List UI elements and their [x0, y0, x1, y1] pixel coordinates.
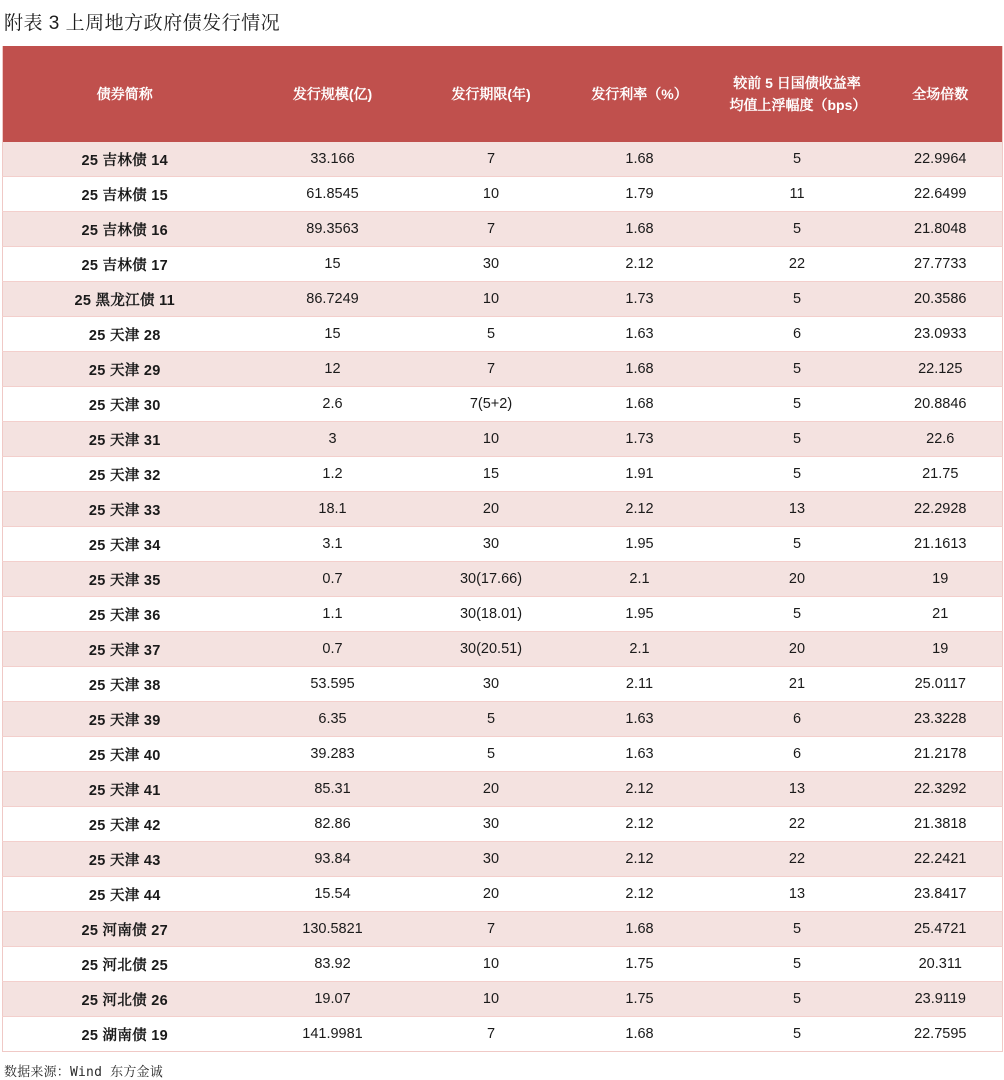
table-container: [0, 46, 1004, 1052]
spread-bps-cell: 5: [716, 282, 879, 317]
column-header-issue-term: 发行期限(年): [419, 46, 564, 142]
spread-bps-cell: 6: [716, 737, 879, 772]
table-row: [3, 317, 1003, 352]
issue-rate-cell: 1.95: [564, 527, 716, 562]
table-row: [3, 282, 1003, 317]
bid-multiple-cell: 23.9119: [879, 982, 1003, 1017]
issue-term-cell: 7: [419, 1017, 564, 1052]
issue-rate-cell: 2.12: [564, 772, 716, 807]
issue-term-cell: 5: [419, 317, 564, 352]
table-row: [3, 562, 1003, 597]
bid-multiple-cell: 22.125: [879, 352, 1003, 387]
table-row: [3, 422, 1003, 457]
issue-rate-cell: 1.63: [564, 317, 716, 352]
issue-rate-cell: 2.12: [564, 492, 716, 527]
issue-size-cell: 1.1: [247, 597, 419, 632]
bid-multiple-cell: 19: [879, 562, 1003, 597]
bond-name-cell: 25 天津 29: [3, 352, 247, 387]
issue-size-cell: 39.283: [247, 737, 419, 772]
table-row: [3, 737, 1003, 772]
spread-bps-cell: 22: [716, 807, 879, 842]
table-header: [3, 46, 1003, 142]
table-row: [3, 842, 1003, 877]
bid-multiple-cell: 19: [879, 632, 1003, 667]
bid-multiple-cell: 21.1613: [879, 527, 1003, 562]
bid-multiple-cell: 22.3292: [879, 772, 1003, 807]
issue-rate-cell: 2.11: [564, 667, 716, 702]
issue-size-cell: 15: [247, 317, 419, 352]
spread-bps-cell: 13: [716, 772, 879, 807]
bid-multiple-cell: 20.311: [879, 947, 1003, 982]
bond-name-cell: 25 天津 41: [3, 772, 247, 807]
bid-multiple-cell: 21: [879, 597, 1003, 632]
issue-rate-cell: 1.68: [564, 212, 716, 247]
issue-size-cell: 18.1: [247, 492, 419, 527]
issue-size-cell: 1.2: [247, 457, 419, 492]
bond-name-cell: 25 天津 35: [3, 562, 247, 597]
issue-size-cell: 3.1: [247, 527, 419, 562]
issue-term-cell: 5: [419, 702, 564, 737]
issue-rate-cell: 2.12: [564, 807, 716, 842]
spread-bps-cell: 5: [716, 422, 879, 457]
table-row: [3, 457, 1003, 492]
issue-size-cell: 82.86: [247, 807, 419, 842]
issue-size-cell: 0.7: [247, 632, 419, 667]
spread-bps-cell: 20: [716, 632, 879, 667]
issue-size-cell: 86.7249: [247, 282, 419, 317]
issue-size-cell: 130.5821: [247, 912, 419, 947]
issue-term-cell: 20: [419, 772, 564, 807]
bid-multiple-cell: 22.2421: [879, 842, 1003, 877]
spread-bps-cell: 6: [716, 317, 879, 352]
issue-size-cell: 53.595: [247, 667, 419, 702]
issue-rate-cell: 1.68: [564, 912, 716, 947]
bond-name-cell: 25 吉林债 16: [3, 212, 247, 247]
spread-bps-cell: 20: [716, 562, 879, 597]
issue-rate-cell: 1.68: [564, 1017, 716, 1052]
issue-rate-cell: 1.75: [564, 947, 716, 982]
issue-rate-cell: 1.63: [564, 702, 716, 737]
issue-term-cell: 10: [419, 947, 564, 982]
issue-size-cell: 85.31: [247, 772, 419, 807]
issue-size-cell: 3: [247, 422, 419, 457]
bid-multiple-cell: 22.9964: [879, 142, 1003, 177]
issue-term-cell: 7: [419, 912, 564, 947]
bond-name-cell: 25 河北债 25: [3, 947, 247, 982]
table-row: [3, 352, 1003, 387]
spread-bps-cell: 21: [716, 667, 879, 702]
issue-rate-cell: 1.91: [564, 457, 716, 492]
issue-term-cell: 30: [419, 807, 564, 842]
table-row: [3, 667, 1003, 702]
bond-name-cell: 25 河南债 27: [3, 912, 247, 947]
bond-name-cell: 25 黑龙江债 11: [3, 282, 247, 317]
spread-bps-cell: 22: [716, 842, 879, 877]
bid-multiple-cell: 21.8048: [879, 212, 1003, 247]
bid-multiple-cell: 21.2178: [879, 737, 1003, 772]
bond-name-cell: 25 天津 39: [3, 702, 247, 737]
bid-multiple-cell: 25.0117: [879, 667, 1003, 702]
bond-name-cell: 25 吉林债 14: [3, 142, 247, 177]
table-row: [3, 212, 1003, 247]
spread-bps-cell: 5: [716, 387, 879, 422]
issue-term-cell: 30(18.01): [419, 597, 564, 632]
table-row: [3, 387, 1003, 422]
spread-bps-cell: 5: [716, 1017, 879, 1052]
bond-name-cell: 25 吉林债 15: [3, 177, 247, 212]
issue-term-cell: 10: [419, 982, 564, 1017]
spread-bps-cell: 5: [716, 352, 879, 387]
bond-name-cell: 25 天津 44: [3, 877, 247, 912]
bond-name-cell: 25 天津 32: [3, 457, 247, 492]
issue-term-cell: 10: [419, 282, 564, 317]
table-row: [3, 632, 1003, 667]
column-header-spread-bps: 较前 5 日国债收益率均值上浮幅度（bps）: [716, 46, 879, 142]
bid-multiple-cell: 22.2928: [879, 492, 1003, 527]
issue-term-cell: 10: [419, 422, 564, 457]
issue-rate-cell: 2.12: [564, 877, 716, 912]
table-row: [3, 877, 1003, 912]
issue-rate-cell: 1.73: [564, 422, 716, 457]
spread-bps-cell: 13: [716, 492, 879, 527]
spread-bps-cell: 5: [716, 912, 879, 947]
column-header-issue-size: 发行规模(亿): [247, 46, 419, 142]
issue-size-cell: 6.35: [247, 702, 419, 737]
bond-name-cell: 25 天津 40: [3, 737, 247, 772]
issue-term-cell: 30: [419, 667, 564, 702]
issue-term-cell: 30: [419, 247, 564, 282]
spread-bps-cell: 13: [716, 877, 879, 912]
spread-bps-cell: 5: [716, 457, 879, 492]
issue-size-cell: 12: [247, 352, 419, 387]
bond-name-cell: 25 湖南债 19: [3, 1017, 247, 1052]
table-row: [3, 142, 1003, 177]
spread-bps-cell: 5: [716, 142, 879, 177]
bid-multiple-cell: 20.3586: [879, 282, 1003, 317]
bond-name-cell: 25 天津 42: [3, 807, 247, 842]
issue-rate-cell: 2.12: [564, 247, 716, 282]
spread-bps-cell: 5: [716, 527, 879, 562]
issue-term-cell: 20: [419, 877, 564, 912]
bid-multiple-cell: 27.7733: [879, 247, 1003, 282]
bid-multiple-cell: 22.6: [879, 422, 1003, 457]
bond-name-cell: 25 天津 36: [3, 597, 247, 632]
bond-name-cell: 25 天津 30: [3, 387, 247, 422]
bid-multiple-cell: 23.3228: [879, 702, 1003, 737]
issue-rate-cell: 1.68: [564, 387, 716, 422]
table-row: [3, 947, 1003, 982]
page-title: 附表 3 上周地方政府债发行情况: [4, 13, 281, 34]
bid-multiple-cell: 22.7595: [879, 1017, 1003, 1052]
issue-size-cell: 19.07: [247, 982, 419, 1017]
issue-size-cell: 83.92: [247, 947, 419, 982]
table-row: [3, 702, 1003, 737]
issue-term-cell: 7: [419, 142, 564, 177]
issue-term-cell: 30(20.51): [419, 632, 564, 667]
table-row: [3, 527, 1003, 562]
issue-term-cell: 15: [419, 457, 564, 492]
spread-bps-cell: 5: [716, 947, 879, 982]
table-row: [3, 492, 1003, 527]
issue-term-cell: 30(17.66): [419, 562, 564, 597]
spread-bps-cell: 11: [716, 177, 879, 212]
bond-name-cell: 25 河北债 26: [3, 982, 247, 1017]
bid-multiple-cell: 21.3818: [879, 807, 1003, 842]
issue-size-cell: 0.7: [247, 562, 419, 597]
bid-multiple-cell: 23.0933: [879, 317, 1003, 352]
bond-name-cell: 25 天津 43: [3, 842, 247, 877]
bid-multiple-cell: 25.4721: [879, 912, 1003, 947]
source-note: 数据来源：Wind 东方金诚: [4, 1065, 163, 1080]
issue-rate-cell: 2.1: [564, 562, 716, 597]
issue-term-cell: 20: [419, 492, 564, 527]
issue-rate-cell: 1.79: [564, 177, 716, 212]
table-row: [3, 807, 1003, 842]
issue-term-cell: 7(5+2): [419, 387, 564, 422]
bond-name-cell: 25 天津 31: [3, 422, 247, 457]
issue-size-cell: 15.54: [247, 877, 419, 912]
issue-rate-cell: 1.68: [564, 352, 716, 387]
issue-rate-cell: 1.95: [564, 597, 716, 632]
issue-rate-cell: 1.73: [564, 282, 716, 317]
bid-multiple-cell: 21.75: [879, 457, 1003, 492]
issue-size-cell: 93.84: [247, 842, 419, 877]
spread-bps-cell: 5: [716, 982, 879, 1017]
issue-rate-cell: 2.12: [564, 842, 716, 877]
issue-size-cell: 141.9981: [247, 1017, 419, 1052]
table-row: [3, 772, 1003, 807]
issue-size-cell: 89.3563: [247, 212, 419, 247]
bid-multiple-cell: 20.8846: [879, 387, 1003, 422]
bid-multiple-cell: 22.6499: [879, 177, 1003, 212]
issue-rate-cell: 1.75: [564, 982, 716, 1017]
issue-size-cell: 33.166: [247, 142, 419, 177]
table-body: [3, 142, 1003, 1052]
issue-term-cell: 5: [419, 737, 564, 772]
bid-multiple-cell: 23.8417: [879, 877, 1003, 912]
issue-term-cell: 30: [419, 842, 564, 877]
issue-size-cell: 15: [247, 247, 419, 282]
column-header-issue-rate: 发行利率（%）: [564, 46, 716, 142]
issue-rate-cell: 2.1: [564, 632, 716, 667]
column-header-bond-name: 债券简称: [3, 46, 247, 142]
table-header-row: [3, 46, 1003, 142]
issue-term-cell: 7: [419, 212, 564, 247]
issue-term-cell: 7: [419, 352, 564, 387]
local-government-bond-issuance-table: [2, 46, 1003, 1052]
spread-bps-cell: 6: [716, 702, 879, 737]
issue-size-cell: 61.8545: [247, 177, 419, 212]
issue-size-cell: 2.6: [247, 387, 419, 422]
table-row: [3, 982, 1003, 1017]
table-row: [3, 1017, 1003, 1052]
spread-bps-cell: 22: [716, 247, 879, 282]
issue-rate-cell: 1.63: [564, 737, 716, 772]
bond-name-cell: 25 天津 37: [3, 632, 247, 667]
bond-name-cell: 25 吉林债 17: [3, 247, 247, 282]
bond-name-cell: 25 天津 28: [3, 317, 247, 352]
table-row: [3, 597, 1003, 632]
spread-bps-cell: 5: [716, 212, 879, 247]
table-row: [3, 247, 1003, 282]
bond-name-cell: 25 天津 38: [3, 667, 247, 702]
issue-term-cell: 10: [419, 177, 564, 212]
table-row: [3, 177, 1003, 212]
column-header-bid-multiple: 全场倍数: [879, 46, 1003, 142]
issue-rate-cell: 1.68: [564, 142, 716, 177]
issue-term-cell: 30: [419, 527, 564, 562]
bond-name-cell: 25 天津 33: [3, 492, 247, 527]
spread-bps-cell: 5: [716, 597, 879, 632]
table-row: [3, 912, 1003, 947]
bond-name-cell: 25 天津 34: [3, 527, 247, 562]
